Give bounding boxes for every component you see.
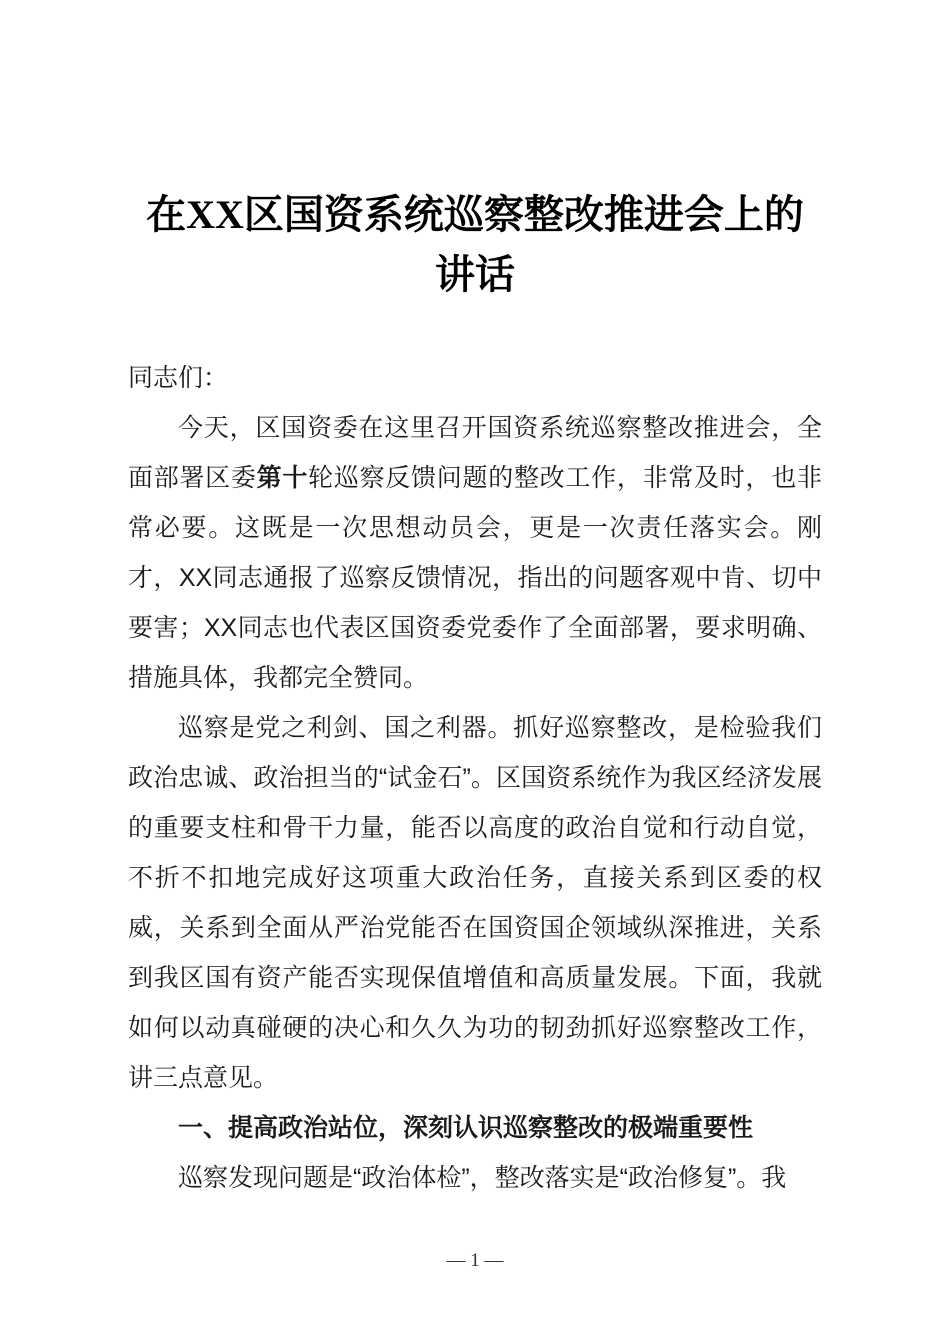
document-title: 在XX区国资系统巡察整改推进会上的讲话 [146,192,804,297]
text-run: 同志们： [128,364,229,392]
text-run: 轮巡察反馈问题的整改工作，非常及时，也非常必要。这既是一次思想动员会，更是一次责任落实会。刚才，XX同志通报了巡察反馈情况，指出的问题客观中肯、切中要害；XX同志也代表区国资委党委作了全面部署，要求明确、措施具体，我都完全赞同。 [128,464,822,692]
salutation [128,353,822,403]
document-body [128,353,822,1203]
paragraph [128,403,822,703]
paragraph [128,1153,822,1203]
page-number: — 1 — [446,1250,504,1271]
emphasized-text-run: 第十 [256,464,309,492]
emphasized-text-run: 一、提高政治站位，深刻认识巡察整改的极端重要性 [178,1114,754,1142]
paragraph [128,703,822,1103]
section-heading [128,1103,822,1153]
text-run: 巡察发现问题是“政治体检”，整改落实是“政治修复”。我 [178,1164,787,1192]
text-run: 今天，区国资委在这里召开国资系统巡察整改推进会，全面部署区委 [128,414,822,492]
text-run: 巡察是党之利剑、国之利器。抓好巡察整改，是检验我们政治忠诚、政治担当的“试金石”。区国资系统作为我区经济发展的重要支柱和骨干力量，能否以高度的政治自觉和行动自觉，不折不扣地完成好这项重大政治任务，直接关系到区委的权威，关系到全面从严治党能否在国资国企领域纵深推进，关系到我区国有资产能否实现保值增值和高质量发展。下面，我就如何以动真碰硬的决心和久久为功的韧劲抓好巡察整改工作，讲三点意见。 [128,714,822,1092]
